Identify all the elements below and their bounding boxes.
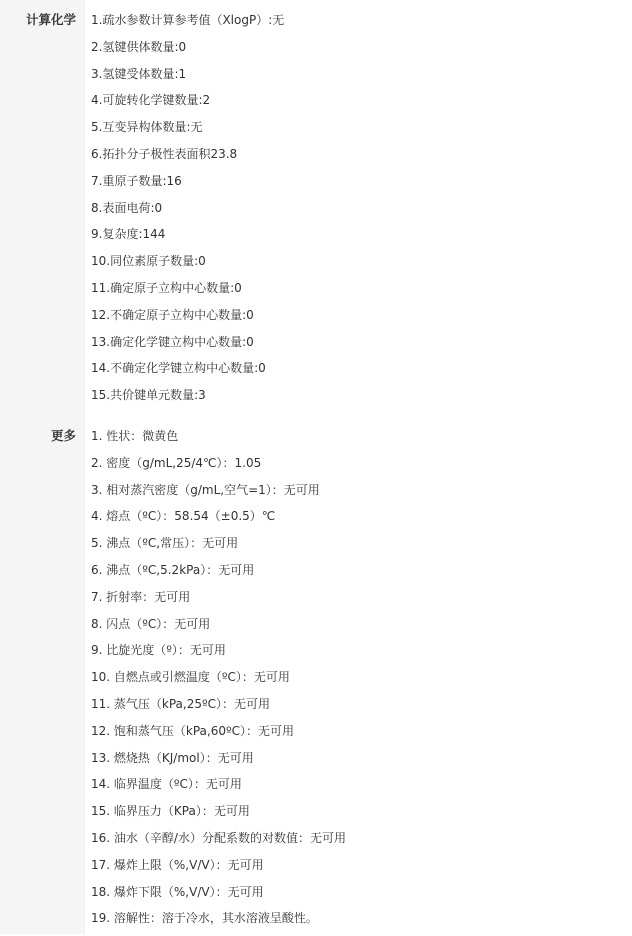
list-item: 8. 闪点（ºC）：无可用 — [91, 616, 211, 631]
section-label: 计算化学 — [25, 12, 76, 27]
list-item: 11. 蒸气压（kPa,25ºC）：无可用 — [91, 696, 271, 711]
property-list — [91, 427, 621, 936]
list-item: 18. 爆炸下限（%,V/V）：无可用 — [91, 884, 264, 899]
list-item: 5.互变异构体数量:无 — [91, 120, 203, 135]
list-item: 12. 饱和蒸气压（kPa,60ºC）：无可用 — [91, 723, 295, 738]
list-item: 6. 沸点（ºC,5.2kPa）：无可用 — [91, 562, 255, 577]
list-item: 15. 临界压力（KPa）：无可用 — [91, 804, 250, 819]
list-item: 8.表面电荷:0 — [91, 200, 163, 215]
list-item: 2.氢键供体数量:0 — [91, 39, 187, 54]
list-item: 7.重原子数量:16 — [91, 173, 182, 188]
section-header-cell — [0, 419, 84, 934]
list-item: 3. 相对蒸汽密度（g/mL,空气=1）：无可用 — [91, 482, 320, 497]
property-list — [91, 11, 621, 413]
list-item: 14. 临界温度（ºC）：无可用 — [91, 777, 242, 792]
list-item: 12.不确定原子立构中心数量:0 — [91, 307, 254, 322]
list-item: 10. 自燃点或引燃温度（ºC）：无可用 — [91, 670, 290, 685]
list-item: 16. 油水（辛醇/水）分配系数的对数值：无可用 — [91, 830, 346, 845]
list-item: 10.同位素原子数量:0 — [91, 254, 206, 269]
list-item: 17. 爆炸上限（%,V/V）：无可用 — [91, 857, 264, 872]
section-content-cell — [84, 0, 632, 419]
section-more — [0, 419, 632, 934]
list-item: 5. 沸点（ºC,常压）：无可用 — [91, 536, 239, 551]
list-item: 4.可旋转化学键数量:2 — [91, 93, 211, 108]
list-item: 15.共价键单元数量:3 — [91, 388, 206, 403]
list-item: 11.确定原子立构中心数量:0 — [91, 280, 242, 295]
list-item: 19. 溶解性：溶于冷水，其水溶液呈酸性。 — [91, 911, 318, 926]
list-item: 13. 燃烧热（KJ/mol）：无可用 — [91, 750, 254, 765]
section-content-cell — [84, 419, 632, 934]
list-item: 1.疏水参数计算参考值（XlogP）:无 — [91, 13, 285, 27]
list-item: 1. 性状：微黄色 — [91, 429, 179, 443]
section-header-cell — [0, 0, 84, 419]
list-item: 14.不确定化学键立构中心数量:0 — [91, 361, 266, 376]
list-item: 9.复杂度:144 — [91, 227, 166, 242]
list-item: 3.氢键受体数量:1 — [91, 66, 187, 81]
list-item: 4. 熔点（ºC）：58.54（±0.5）℃ — [91, 509, 276, 524]
section-label: 更多 — [50, 428, 76, 443]
list-item: 7. 折射率：无可用 — [91, 589, 191, 604]
section-computational-chemistry — [0, 0, 632, 419]
list-item: 9. 比旋光度（º）：无可用 — [91, 643, 226, 658]
list-item: 2. 密度（g/mL,25/4℃）：1.05 — [91, 455, 262, 470]
list-item: 13.确定化学键立构中心数量:0 — [91, 334, 254, 349]
list-item: 6.拓扑分子极性表面积23.8 — [91, 146, 238, 161]
